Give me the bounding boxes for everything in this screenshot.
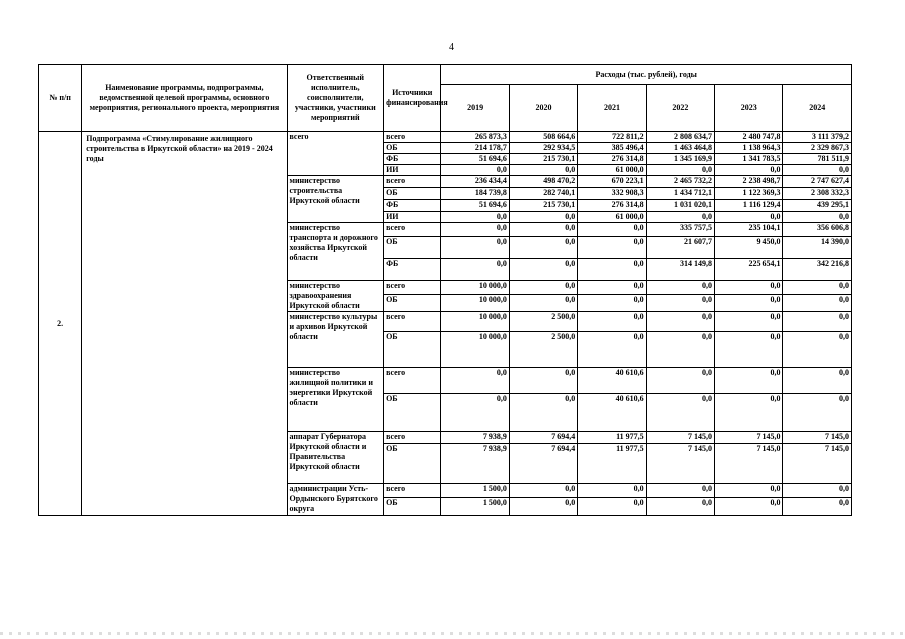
responsible-executor: министерство транспорта и дорожного хозяйства Иркутской области [287,223,384,281]
expense-value: 51 694,6 [441,154,509,165]
expense-value: 0,0 [715,394,783,432]
expense-value: 10 000,0 [441,312,509,332]
expense-value: 1 500,0 [441,484,509,498]
expense-value: 0,0 [715,498,783,516]
expense-value: 9 450,0 [715,237,783,259]
expense-value: 0,0 [783,212,852,223]
expense-value: 0,0 [509,237,577,259]
expense-value: 292 934,5 [509,143,577,154]
expense-value: 7 694,4 [509,444,577,484]
expense-value: 670 223,1 [578,176,646,188]
expense-value: 10 000,0 [441,332,509,368]
expense-value: 0,0 [578,498,646,516]
expense-value: 7 145,0 [715,432,783,444]
expense-value: 7 145,0 [715,444,783,484]
responsible-executor: министерство жилищной политики и энергетики Иркутской области [287,368,384,432]
expense-value: 11 977,5 [578,432,646,444]
expense-value: 0,0 [646,165,714,176]
expense-value: 0,0 [646,332,714,368]
expense-value: 2 500,0 [509,312,577,332]
funding-source: ОБ [384,444,441,484]
expense-value: 21 607,7 [646,237,714,259]
funding-source: всего [384,484,441,498]
expense-value: 0,0 [509,498,577,516]
expense-value: 214 178,7 [441,143,509,154]
header-sources: Источники финансирования [384,65,441,132]
expense-value: 0,0 [441,212,509,223]
expense-value: 1 116 129,4 [715,200,783,212]
header-num: № п/п [39,65,82,132]
expense-value: 61 000,0 [578,212,646,223]
row-number: 2. [39,132,82,516]
expense-value: 0,0 [783,394,852,432]
header-responsible: Ответственный исполнитель, соисполнители, участники, участники мероприятий [287,65,384,132]
scan-artifact [0,632,905,635]
expense-value: 0,0 [441,394,509,432]
expense-value: 0,0 [578,259,646,281]
expense-value: 2 500,0 [509,332,577,368]
expense-value: 332 908,3 [578,188,646,200]
expense-value: 14 390,0 [783,237,852,259]
expense-value: 0,0 [509,259,577,281]
expense-value: 7 938,9 [441,444,509,484]
expense-value: 215 730,1 [509,200,577,212]
expense-value: 0,0 [646,312,714,332]
expense-value: 1 138 964,3 [715,143,783,154]
page-number: 4 [449,42,454,53]
expense-value: 0,0 [715,295,783,312]
expense-value: 2 238 498,7 [715,176,783,188]
expense-value: 0,0 [783,312,852,332]
responsible-executor: администрации Усть-Ордынского Бурятского округа [287,484,384,516]
expense-value: 2 308 332,3 [783,188,852,200]
expense-value: 235 104,1 [715,223,783,237]
expense-value: 0,0 [646,368,714,394]
expense-value: 1 031 020,1 [646,200,714,212]
expense-value: 0,0 [783,165,852,176]
expense-value: 236 434,4 [441,176,509,188]
expense-value: 276 314,8 [578,154,646,165]
responsible-executor: министерство строительства Иркутской области [287,176,384,223]
expense-value: 0,0 [509,394,577,432]
funding-source: ОБ [384,188,441,200]
expense-value: 61 000,0 [578,165,646,176]
expense-value: 7 938,9 [441,432,509,444]
funding-source: ОБ [384,295,441,312]
expense-value: 0,0 [715,332,783,368]
responsible-executor: министерство культуры и архивов Иркутской области [287,312,384,368]
expense-value: 722 811,2 [578,132,646,143]
funding-source: ФБ [384,200,441,212]
expense-value: 1 500,0 [441,498,509,516]
expense-value: 0,0 [441,259,509,281]
expense-value: 0,0 [509,281,577,295]
funding-source: всего [384,281,441,295]
funding-source: всего [384,176,441,188]
responsible-executor: всего [287,132,384,176]
header-name: Наименование программы, подпрограммы, ведомственной целевой программы, основного мероприятия, регионального проекта, мероприятия [82,65,287,132]
expense-value: 0,0 [441,223,509,237]
expense-value: 10 000,0 [441,295,509,312]
funding-source: ИИ [384,165,441,176]
expense-value: 0,0 [509,295,577,312]
expense-value: 40 610,6 [578,368,646,394]
expense-value: 508 664,6 [509,132,577,143]
expense-value: 356 606,8 [783,223,852,237]
expense-value: 0,0 [578,332,646,368]
expense-value: 11 977,5 [578,444,646,484]
table-row [39,132,852,143]
funding-source: ОБ [384,143,441,154]
expense-value: 2 808 634,7 [646,132,714,143]
responsible-executor: министерство здравоохранения Иркутской области [287,281,384,312]
financing-table [38,64,852,516]
expense-value: 498 470,2 [509,176,577,188]
expense-value: 0,0 [646,484,714,498]
expense-value: 0,0 [509,484,577,498]
expense-value: 0,0 [578,237,646,259]
expense-value: 0,0 [578,281,646,295]
table-body [39,132,852,516]
expense-value: 314 149,8 [646,259,714,281]
funding-source: ФБ [384,259,441,281]
expense-value: 7 694,4 [509,432,577,444]
funding-source: всего [384,132,441,143]
expense-value: 439 295,1 [783,200,852,212]
expense-value: 7 145,0 [783,432,852,444]
expense-value: 0,0 [783,498,852,516]
expense-value: 2 329 867,3 [783,143,852,154]
expense-value: 1 434 712,1 [646,188,714,200]
expense-value: 1 345 169,9 [646,154,714,165]
expense-value: 0,0 [441,165,509,176]
header-year: 2020 [509,85,577,132]
expense-value: 0,0 [509,368,577,394]
expense-value: 215 730,1 [509,154,577,165]
header-year: 2024 [783,85,852,132]
funding-source: ОБ [384,332,441,368]
header-year: 2019 [441,85,509,132]
expense-value: 0,0 [646,394,714,432]
funding-source: ФБ [384,154,441,165]
header-year: 2022 [646,85,714,132]
expense-value: 51 694,6 [441,200,509,212]
expense-value: 335 757,5 [646,223,714,237]
expense-value: 1 341 783,5 [715,154,783,165]
expense-value: 282 740,1 [509,188,577,200]
funding-source: ИИ [384,212,441,223]
expense-value: 0,0 [509,223,577,237]
funding-source: всего [384,312,441,332]
expense-value: 781 511,9 [783,154,852,165]
expense-value: 0,0 [783,368,852,394]
responsible-executor: аппарат Губернатора Иркутской области и Правительства Иркутской области [287,432,384,484]
funding-source: всего [384,368,441,394]
funding-source: ОБ [384,498,441,516]
expense-value: 0,0 [783,295,852,312]
expense-value: 184 739,8 [441,188,509,200]
expense-value: 0,0 [715,312,783,332]
funding-source: всего [384,223,441,237]
expense-value: 1 463 464,8 [646,143,714,154]
expense-value: 3 111 379,2 [783,132,852,143]
expense-value: 0,0 [715,165,783,176]
expense-value: 0,0 [578,223,646,237]
expense-value: 342 216,8 [783,259,852,281]
header-expenses: Расходы (тыс. рублей), годы [441,65,852,85]
expense-value: 0,0 [646,212,714,223]
expense-value: 0,0 [578,484,646,498]
expense-value: 2 747 627,4 [783,176,852,188]
expense-value: 2 465 732,2 [646,176,714,188]
expense-value: 385 496,4 [578,143,646,154]
expense-value: 0,0 [509,165,577,176]
expense-value: 0,0 [646,498,714,516]
expense-value: 0,0 [441,237,509,259]
expense-value: 0,0 [783,484,852,498]
expense-value: 1 122 369,3 [715,188,783,200]
expense-value: 7 145,0 [646,444,714,484]
expense-value: 2 480 747,8 [715,132,783,143]
expense-value: 225 654,1 [715,259,783,281]
header-year: 2023 [715,85,783,132]
funding-source: всего [384,432,441,444]
expense-value: 7 145,0 [646,432,714,444]
expense-value: 7 145,0 [783,444,852,484]
expense-value: 276 314,8 [578,200,646,212]
expense-value: 40 610,6 [578,394,646,432]
expense-value: 0,0 [509,212,577,223]
expense-value: 0,0 [646,295,714,312]
program-name: Подпрограмма «Стимулирование жилищного строительства в Иркутской области» на 2019 - 2024 годы [82,132,287,516]
expense-value: 0,0 [783,281,852,295]
funding-source: ОБ [384,237,441,259]
expense-value: 0,0 [441,368,509,394]
header-year: 2021 [578,85,646,132]
funding-source: ОБ [384,394,441,432]
expense-value: 0,0 [715,212,783,223]
expense-value: 0,0 [783,332,852,368]
expense-value: 0,0 [646,281,714,295]
expense-value: 0,0 [715,368,783,394]
expense-value: 265 873,3 [441,132,509,143]
expense-value: 10 000,0 [441,281,509,295]
expense-value: 0,0 [715,484,783,498]
expense-value: 0,0 [578,312,646,332]
expense-value: 0,0 [715,281,783,295]
expense-value: 0,0 [578,295,646,312]
